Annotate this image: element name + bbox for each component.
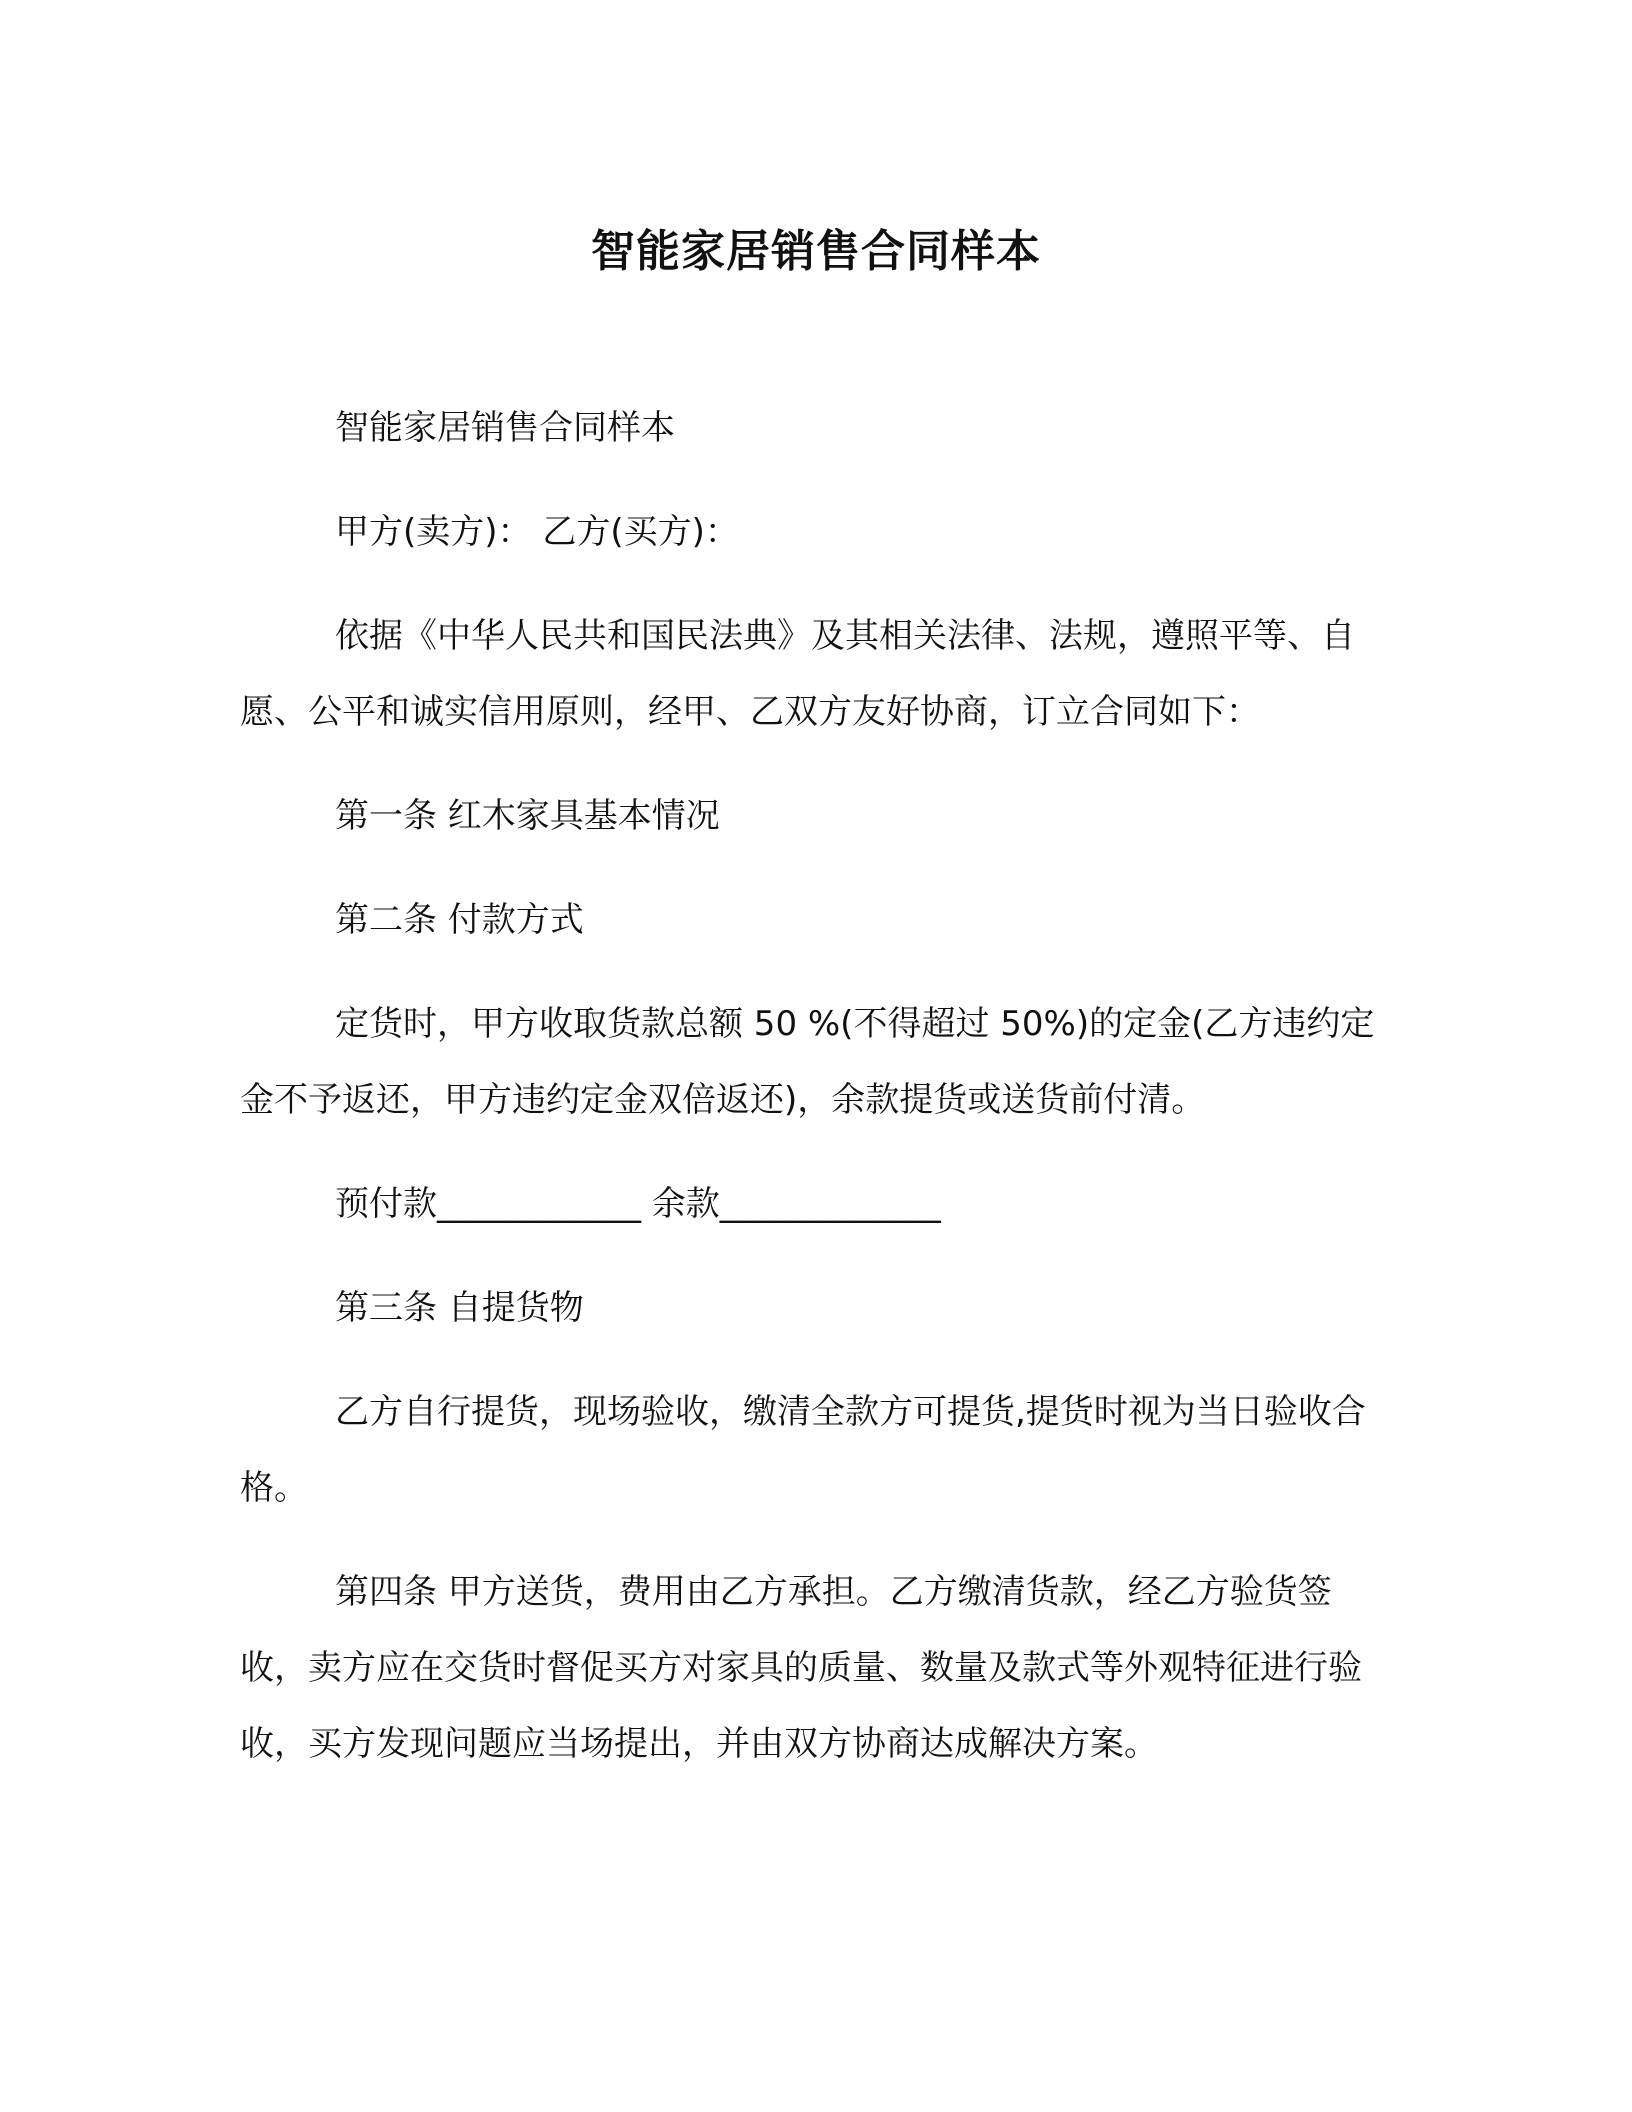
- document-body: [240, 390, 1390, 1808]
- paragraph-parties: 甲方(卖方)： 乙方(买方)：: [335, 512, 739, 552]
- paragraph-subtitle: 智能家居销售合同样本: [335, 408, 675, 448]
- paragraph-self-pickup: 乙方自行提货，现场验收，缴清全款方可提货,提货时视为当日验收合格。: [240, 1392, 1366, 1508]
- paragraph-article-1: 第一条 红木家具基本情况: [335, 796, 720, 836]
- paragraph-article-2: 第二条 付款方式: [335, 900, 584, 940]
- document-title: 智能家居销售合同样本: [591, 226, 1041, 277]
- paragraph-payment-terms: 定货时，甲方收取货款总额 50 %(不得超过 50%)的定金(乙方违约定金不予返还，甲方违约定金双倍返还)，余款提货或送货前付清。: [240, 1004, 1375, 1120]
- paragraph-payment-blanks: 预付款____________ 余款_____________: [335, 1184, 941, 1224]
- paragraph-article-4: 第四条 甲方送货，费用由乙方承担。乙方缴清货款，经乙方验货签收，卖方应在交货时督促买方对家具的质量、数量及款式等外观特征进行验收，买方发现问题应当场提出，并由双方协商达成解决方案。: [240, 1572, 1362, 1764]
- paragraph-basis: 依据《中华人民共和国民法典》及其相关法律、法规，遵照平等、自愿、公平和诚实信用原则，经甲、乙双方友好协商，订立合同如下：: [240, 616, 1355, 732]
- paragraph-article-3: 第三条 自提货物: [335, 1288, 584, 1328]
